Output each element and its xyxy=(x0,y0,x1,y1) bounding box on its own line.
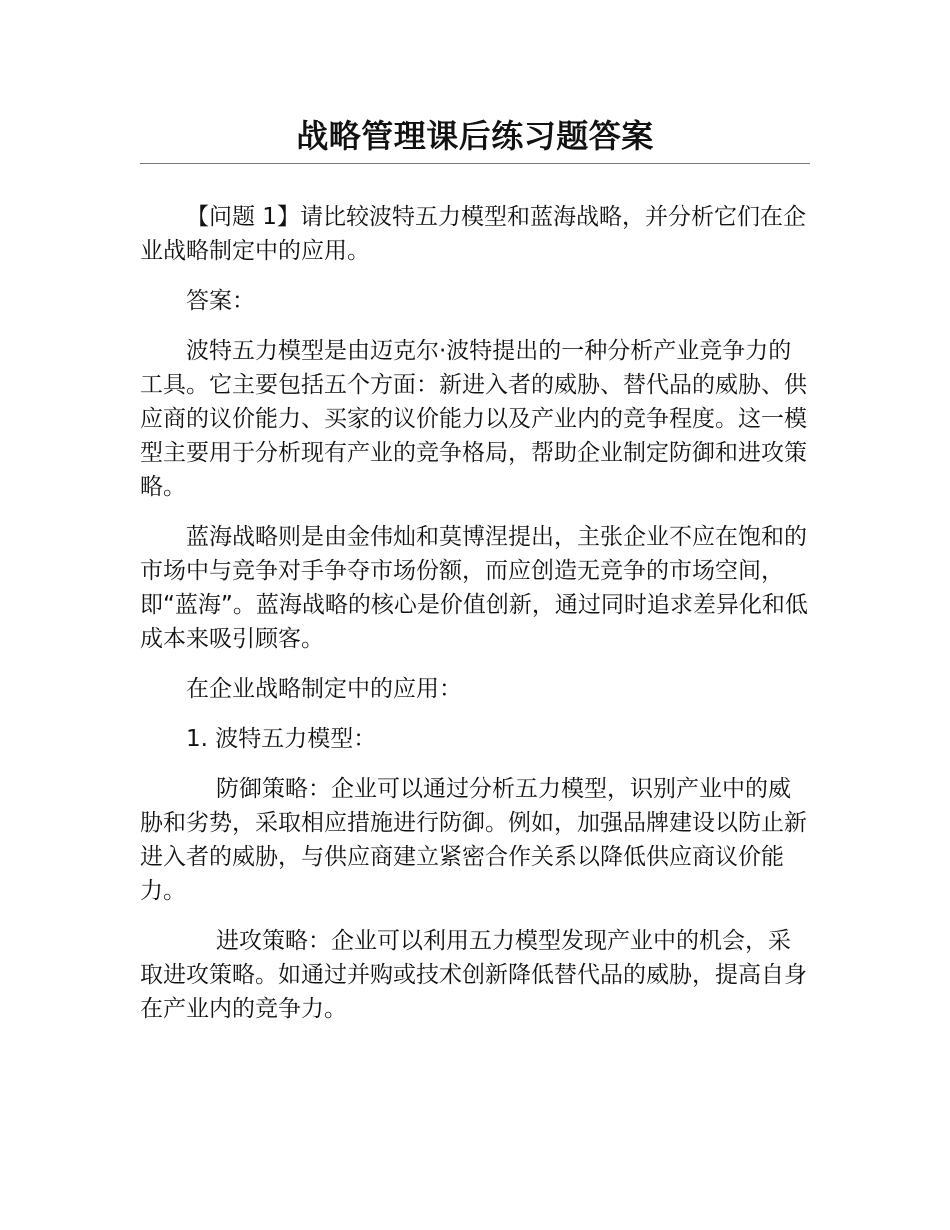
porter-five-forces-paragraph: 波特五力模型是由迈克尔·波特提出的一种分析产业竞争力的工具。它主要包括五个方面：新进入者的威胁、替代品的威胁、供应商的议价能力、买家的议价能力以及产业内的竞争程度。这一模型主要用于分析现有产业的竞争格局，帮助企业制定防御和进攻策略。 xyxy=(140,338,807,500)
document-page xyxy=(140,0,810,1230)
spacer xyxy=(140,706,810,722)
defense-strategy-paragraph: 防御策略：企业可以通过分析五力模型，识别产业中的威胁和劣势，采取相应措施进行防御。例如，加强品牌建设以防止新进入者的威胁，与供应商建立紧密合作关系以降低供应商议价能力。 xyxy=(140,776,807,904)
spacer xyxy=(140,656,810,672)
spacer xyxy=(140,908,810,924)
spacer xyxy=(140,504,810,520)
list-item-porter-model: 1. 波特五力模型： xyxy=(186,726,377,752)
spacer xyxy=(140,268,810,284)
application-heading: 在企业战略制定中的应用： xyxy=(186,676,462,702)
spacer xyxy=(140,318,810,334)
spacer xyxy=(140,164,810,200)
spacer xyxy=(140,756,810,772)
answer-label: 答案： xyxy=(186,288,255,314)
offense-strategy-paragraph: 进攻策略：企业可以利用五力模型发现产业中的机会，采取进攻策略。如通过并购或技术创新降低替代品的威胁，提高自身在产业内的竞争力。 xyxy=(140,928,807,1022)
question-paragraph: 【问题 1】请比较波特五力模型和蓝海战略，并分析它们在企业战略制定中的应用。 xyxy=(140,204,806,264)
blue-ocean-paragraph: 蓝海战略则是由金伟灿和莫博涅提出，主张企业不应在饱和的市场中与竞争对手争夺市场份额，而应创造无竞争的市场空间，即“蓝海”。蓝海战略的核心是价值创新，通过同时追求差异化和低成本来吸引顾客。 xyxy=(140,524,808,652)
document-title: 战略管理课后练习题答案 xyxy=(296,117,654,155)
